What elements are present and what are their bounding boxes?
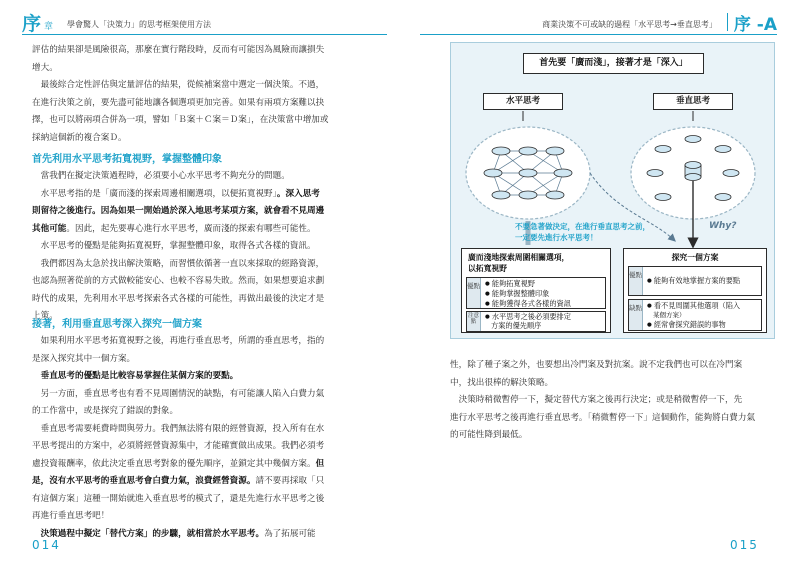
chapter-word: 章 — [44, 21, 54, 32]
horizontal-thinking-label: 水平思考 — [483, 93, 563, 110]
body-text: 。因此，起先要專心進行水平思考，廣而淺的探索有哪些可能性。 — [66, 223, 316, 234]
caution-tab: 注意點 — [467, 312, 481, 331]
text-line — [32, 256, 324, 274]
text-line — [32, 526, 324, 544]
pro-item: ● 能夠有效地掌握方案的要點 — [647, 276, 740, 287]
right-paragraph — [450, 357, 755, 445]
text-line — [32, 186, 324, 204]
section1-body — [32, 168, 324, 326]
emphasis-text: 垂直思考的優點是比較容易掌握住某個方案的要點。 — [40, 371, 239, 381]
pros-panel — [628, 266, 762, 296]
left-header — [22, 10, 211, 34]
section-mark: 序 -A — [733, 14, 777, 35]
text-line: 性，除了種子案之外，也要想出冷門案及對抗案。說不定我們也可以在冷門案 — [450, 360, 743, 370]
section-heading-vertical: 接著，利用垂直思考深入探究一個方案 — [32, 319, 202, 330]
box-heading-line: 廣而淺地探索周圍相關選項， — [468, 253, 570, 262]
text-line — [32, 368, 324, 386]
why-label: Why? — [709, 221, 737, 231]
text-line — [32, 333, 324, 351]
body-text: 的工作當中，或是探究了錯誤的對象。 — [32, 406, 179, 416]
text-line — [32, 508, 324, 526]
body-text: 上策。 — [32, 311, 58, 321]
cons-tab: 缺點 — [629, 300, 643, 330]
warning-line: 不要急著做決定，在進行垂直思考之前， — [515, 222, 650, 231]
header-rule — [22, 34, 387, 35]
emphasis-text: 但 — [315, 458, 325, 469]
header-rule — [420, 34, 777, 35]
right-header — [542, 10, 777, 34]
text-line — [32, 473, 324, 491]
body-text: 當我們在擬定決策過程時，必須要小心水平思考不夠充分的問題。 — [32, 171, 290, 181]
body-text — [32, 371, 41, 381]
text-line — [32, 351, 324, 369]
text-line — [32, 238, 324, 256]
body-text: 再進行垂直思考吧！ — [32, 511, 110, 521]
text-line — [32, 386, 324, 404]
text-line: 中，找出很棒的解決策略。 — [450, 377, 554, 388]
box-heading — [462, 249, 610, 277]
text-line — [32, 291, 324, 309]
thinking-diagram — [450, 42, 775, 339]
section2-body — [32, 333, 324, 543]
body-text: 另一方面，垂直思考也有看不見周圍情況的缺點，有可能讓人陷入白費力氣 — [32, 388, 325, 399]
text-line: 的可能性降到最低。 — [450, 430, 528, 440]
body-text: 我們都因為太急於找出解決策略，而習慣依循著一直以來採取的經路資源， — [32, 258, 325, 269]
pro-item: ● 能夠掌握整體印象 — [485, 289, 549, 300]
vertical-thinking-label: 垂直思考 — [653, 93, 733, 110]
page-number-right: 015 — [730, 538, 759, 552]
body-text: 為了拓展可能 — [264, 528, 316, 539]
text-line: 進行水平思考之後再進行垂直思考。「稍微暫停一下」這個動作，能夠將白費力氣 — [450, 412, 756, 423]
body-text: 是深入探究其中一個方案。 — [32, 353, 136, 364]
text-line: 最後綜合定性評估與定量評估的結果，從候補案當中選定一個決策。不過， — [32, 80, 325, 90]
text-line — [32, 438, 324, 456]
con-item: 某個方案） — [653, 311, 686, 319]
book-title: 學會驚人「決策力」的思考框架使用方法 — [67, 19, 212, 29]
emphasis-text: 則留待之後進行。因為如果一開始過於深入地思考某項方案，就會看不見周邊 — [32, 206, 325, 216]
con-item: ● 水平思考之後必須要排定 — [485, 312, 571, 323]
pros-tab: 優點 — [467, 278, 481, 308]
header-separator — [727, 13, 728, 31]
pros-panel — [466, 277, 606, 309]
pro-item: ● 能夠獲得各式各樣的資訊 — [485, 299, 571, 310]
body-text: 時代的成果，先利用水平思考探索各式各樣的可能性，再做出最後的決定才是 — [32, 293, 325, 304]
body-text: 如果利用水平思考拓寬視野之後，再進行垂直思考，所謂的垂直思考，指的 — [32, 336, 325, 346]
text-line — [32, 221, 324, 239]
text-line — [32, 491, 324, 509]
body-text: 水平思考指的是「廣而淺的探索周邊相關選項，以便拓寬視野」 — [32, 188, 277, 199]
section-title: 商業決策不可或缺的過程「水平思考→垂直思考」 — [542, 19, 717, 29]
intro-paragraph — [32, 42, 328, 147]
text-line — [32, 403, 324, 421]
database-icons — [484, 147, 572, 199]
con-item: ● 看不見周圍其他選項（陷入 — [647, 301, 740, 312]
pro-item: ● 能夠拓寬視野 — [485, 279, 535, 290]
focused-database-icon — [685, 162, 701, 181]
emphasis-text: 決策過程中擬定「替代方案」的步驟，就相當於水平思考。 — [40, 528, 265, 539]
warning-line: 一定要先進行水平思考！ — [515, 233, 598, 242]
con-item: 方案的優先順序 — [491, 321, 542, 330]
text-line — [32, 203, 324, 221]
horizontal-thinking-box — [461, 248, 611, 333]
emphasis-text: 其他可能 — [32, 223, 67, 234]
body-text: 水平思考的優點是能夠拓寬視野，掌握整體印象，取得各式各樣的資訊。 — [32, 241, 316, 251]
text-line: 採納這個新的複合案Ｄ。 — [32, 132, 127, 143]
body-text: 慮投資報酬率，依此決定垂直思考對象的優先順序，並鎖定其中幾個方案。 — [32, 458, 316, 469]
pros-tab: 優點 — [629, 267, 643, 295]
body-text — [32, 529, 41, 539]
text-line — [32, 168, 324, 186]
text-line: 在進行決策之前，要先盡可能地讓各個選項更加完善。如果有兩項方案難以抉 — [32, 97, 325, 108]
con-item: ● 經常會探究錯誤的事物 — [647, 320, 726, 331]
box-heading: 探究一個方案 — [671, 253, 719, 262]
text-line: 增大。 — [32, 62, 58, 73]
text-line: 決策時稍微暫停一下，擬定替代方案之後再行決定；或是稍微暫停一下，先 — [450, 395, 743, 405]
cons-panel — [466, 311, 606, 332]
warning-note — [515, 221, 650, 243]
body-text: 請不要再採取「只 — [255, 476, 325, 486]
diagram-title: 首先要「廣而淺」，接著才是「深入」 — [523, 53, 704, 74]
cons-panel — [628, 299, 762, 331]
body-text: 垂直思考需要耗費時間與勞力。我們無法將有限的經營資源，投入所有在水 — [32, 423, 325, 434]
text-line — [32, 273, 324, 291]
emphasis-text: 。深入思考 — [276, 188, 320, 199]
chapter-mark: 序 — [22, 12, 42, 35]
text-line: 擇，也可以將兩項合併為一項，譬如「Ｂ案＋Ｃ案＝Ｄ案」，在決策當中增加或 — [32, 115, 329, 125]
body-text: 平思考提出的方案中，必須將經營資源集中，才能確實做出成果。我們必須考 — [32, 441, 325, 451]
body-text: 有這個方案」這種一開始就進入垂直思考的模式了，還是先進行水平思考之後 — [32, 493, 325, 504]
page-number-left: 014 — [32, 538, 61, 552]
text-line — [32, 456, 324, 474]
box-heading-line: 以拓寬視野 — [468, 264, 507, 273]
text-line — [32, 421, 324, 439]
emphasis-text: 是，沒有水平思考的垂直思考會白費力氣，浪費經營資源。 — [32, 476, 256, 486]
vertical-thinking-box — [623, 248, 767, 333]
body-text: 也認為照著從前的方式做較能安心、也較不容易失敗。然而，如果想要追求劃 — [32, 276, 325, 286]
section-heading-horizontal: 首先利用水平思考拓寬視野，掌握整體印象 — [32, 154, 222, 165]
text-line: 評估的結果卻是風險很高，那麼在實行階段時，反而有可能因為風險而讓損失 — [32, 45, 325, 55]
